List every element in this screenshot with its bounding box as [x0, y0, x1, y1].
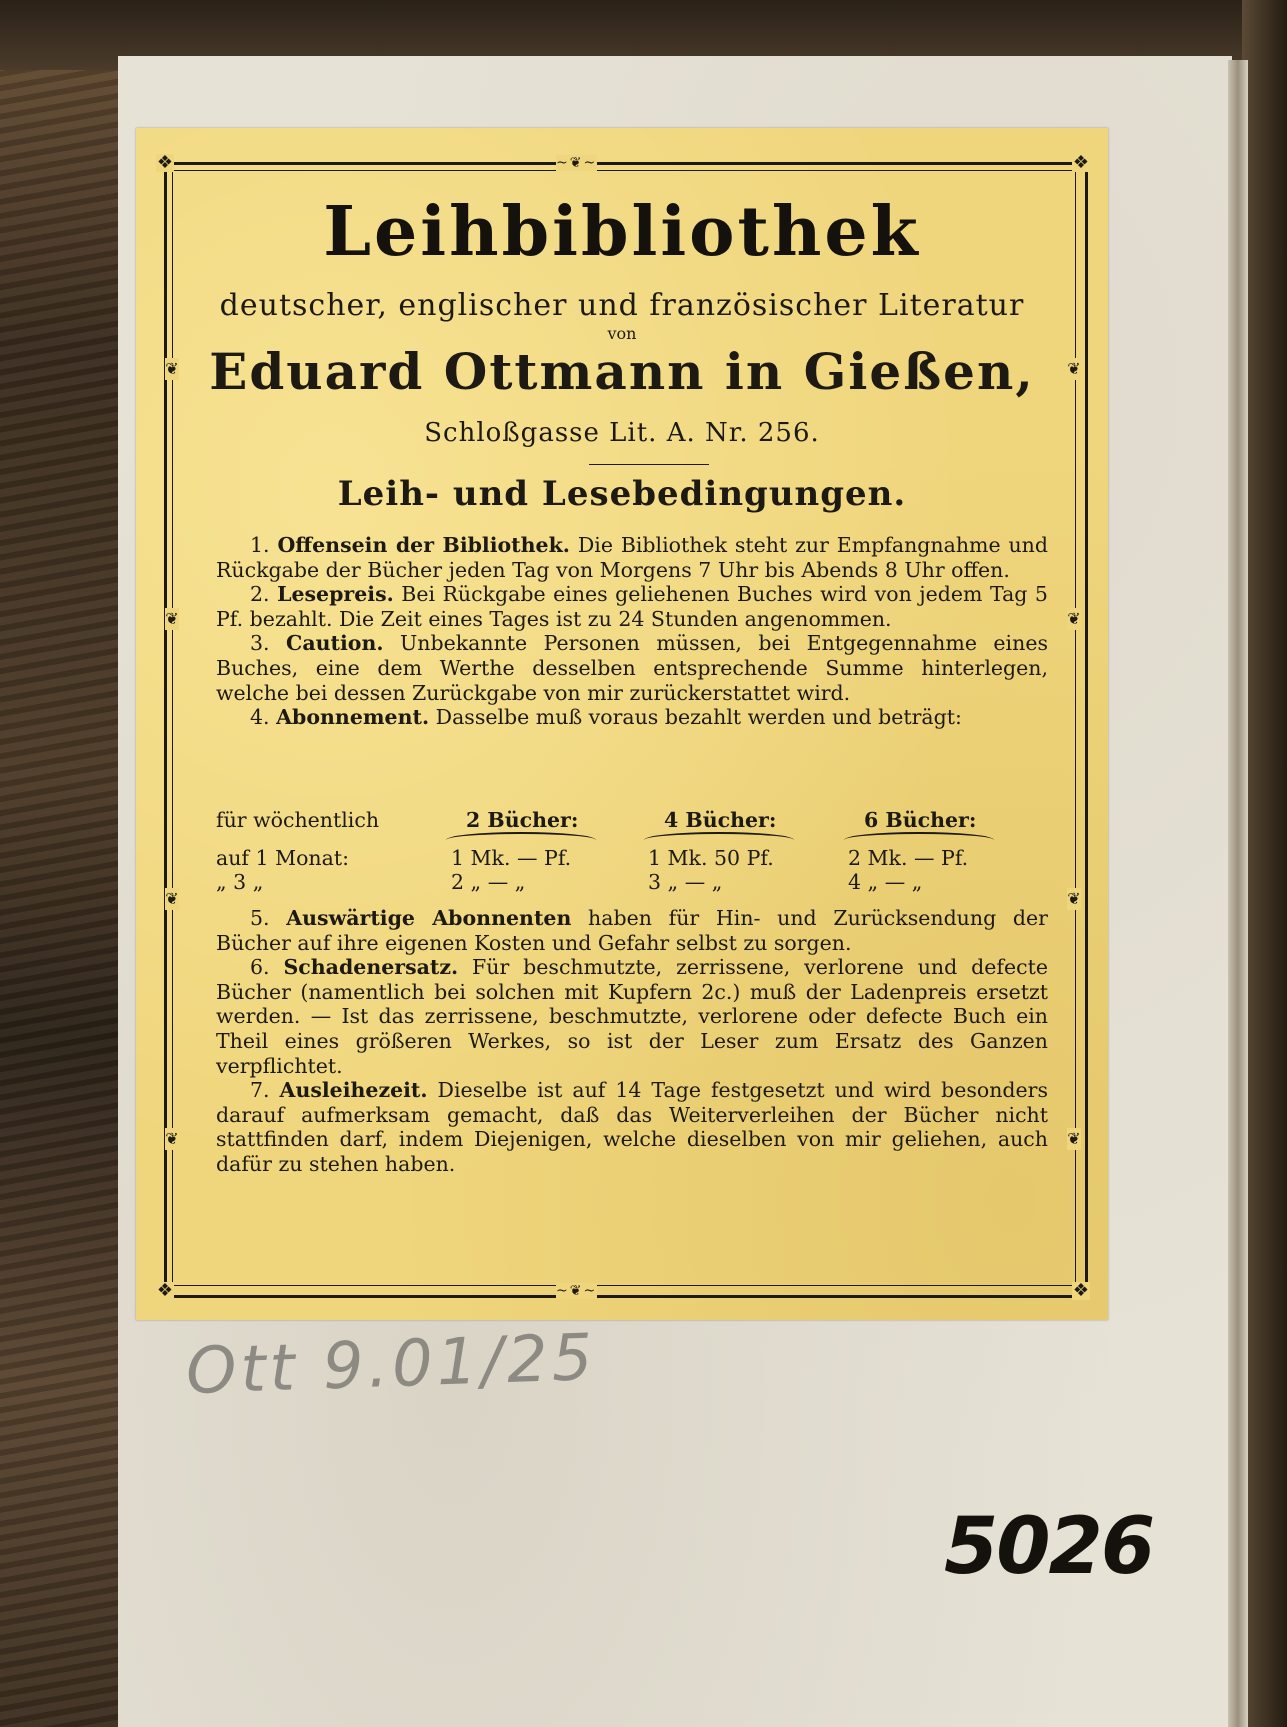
price-table-header	[216, 808, 1048, 832]
label-subtitle: deutscher, englischer und französischer Literatur	[219, 288, 1025, 323]
library-address: Schloßgasse Lit. A. Nr. 256.	[424, 418, 820, 448]
price-table	[216, 808, 1048, 894]
ink-inventory-number: 5026	[944, 1502, 1154, 1592]
price-row-period: auf 1 Monat:	[216, 846, 349, 870]
price-table-row	[216, 870, 1048, 894]
right-ornament-icon: ❦	[1067, 359, 1081, 378]
corner-ornament-icon: ❖	[1072, 152, 1090, 173]
price-cell: 2 Mk. — Pf.	[848, 846, 969, 870]
conditions-list-continued	[216, 906, 1048, 1177]
leather-binding-right	[1242, 0, 1287, 1727]
pencil-shelfmark: Ott 9.01/25	[184, 1320, 598, 1410]
swash-underline	[844, 832, 994, 840]
price-cell: 3 „ — „	[648, 870, 723, 894]
left-ornament-icon: ❦	[165, 889, 179, 908]
conditions-heading: Leih- und Lesebedingungen.	[337, 474, 907, 514]
right-ornament-icon: ❦	[1067, 889, 1081, 908]
price-row-label: für wöchentlich	[216, 808, 380, 832]
bottom-flourish-icon: ~❦~	[556, 1283, 598, 1299]
left-ornament-icon: ❦	[165, 609, 179, 628]
condition-item: 1. Offensein der Bibliothek. Die Bibliothek steht zur Empfangnahme und Rückgabe der Bücher jeden Tag von Morgens 7 Uhr bis Abends 8 Uhr offen.	[216, 533, 1048, 582]
left-ornament-icon: ❦	[165, 1129, 179, 1148]
condition-item: 6. Schadenersatz. Für beschmutzte, zerrissene, verlorene und defecte Bücher (namentlich bei solchen mit Kupfern 2c.) muß der Ladenpreis ersetzt werden. — Ist das zerrissene, beschmutzte, verlorene oder defecte Buch ein Theil eines größeren Werkes, so ist der Leser zum Ersatz des Ganzen verpflichtet.	[216, 955, 1048, 1078]
label-von: von	[607, 324, 637, 343]
price-col-header: 2 Bücher:	[466, 808, 579, 832]
condition-item: 5. Auswärtige Abonnenten haben für Hin- und Zurücksendung der Bücher auf ihre eigenen Kosten und Gefahr selbst zu sorgen.	[216, 906, 1048, 955]
swash-underline	[446, 832, 596, 840]
corner-ornament-icon: ❖	[156, 152, 174, 173]
condition-item: 3. Caution. Unbekannte Personen müssen, bei Entgegennahme eines Buches, eine dem Werthe desselben entsprechende Summe hinterlegen, welche bei dessen Zurückgabe von mir zurückerstattet wird.	[216, 631, 1048, 705]
right-ornament-icon: ❦	[1067, 609, 1081, 628]
price-cell: 1 Mk. 50 Pf.	[648, 846, 774, 870]
price-cell: 4 „ — „	[848, 870, 923, 894]
corner-ornament-icon: ❖	[156, 1280, 174, 1301]
price-table-row	[216, 846, 1048, 870]
conditions-list	[216, 533, 1048, 730]
divider	[589, 464, 709, 465]
price-col-header: 4 Bücher:	[664, 808, 777, 832]
right-ornament-icon: ❦	[1067, 1129, 1081, 1148]
top-flourish-icon: ~❦~	[556, 155, 598, 171]
condition-item: 7. Ausleihezeit. Dieselbe ist auf 14 Tage festgesetzt und wird besonders darauf aufmerksam gemacht, daß das Weiterverleihen der Bücher nicht stattfinden darf, indem Diejenigen, welche dieselben von mir geliehen, auch dafür zu stehen haben.	[216, 1078, 1048, 1176]
condition-item: 2. Lesepreis. Bei Rückgabe eines geliehenen Buches wird von jedem Tag 5 Pf. bezahlt. Die Zeit eines Tages ist zu 24 Stunden angenommen.	[216, 582, 1048, 631]
left-ornament-icon: ❦	[165, 359, 179, 378]
label-title: Leihbibliothek	[323, 192, 921, 272]
library-label	[136, 128, 1108, 1320]
price-cell: 1 Mk. — Pf.	[451, 846, 572, 870]
swash-underline	[644, 832, 794, 840]
price-row-period: „ 3 „	[216, 870, 264, 894]
corner-ornament-icon: ❖	[1072, 1280, 1090, 1301]
library-owner: Eduard Ottmann in Gießen,	[209, 342, 1035, 401]
condition-item: 4. Abonnement. Dasselbe muß voraus bezahlt werden und beträgt:	[250, 705, 962, 730]
price-col-header: 6 Bücher:	[864, 808, 977, 832]
price-cell: 2 „ — „	[451, 870, 526, 894]
page-gutter	[1228, 60, 1248, 1727]
